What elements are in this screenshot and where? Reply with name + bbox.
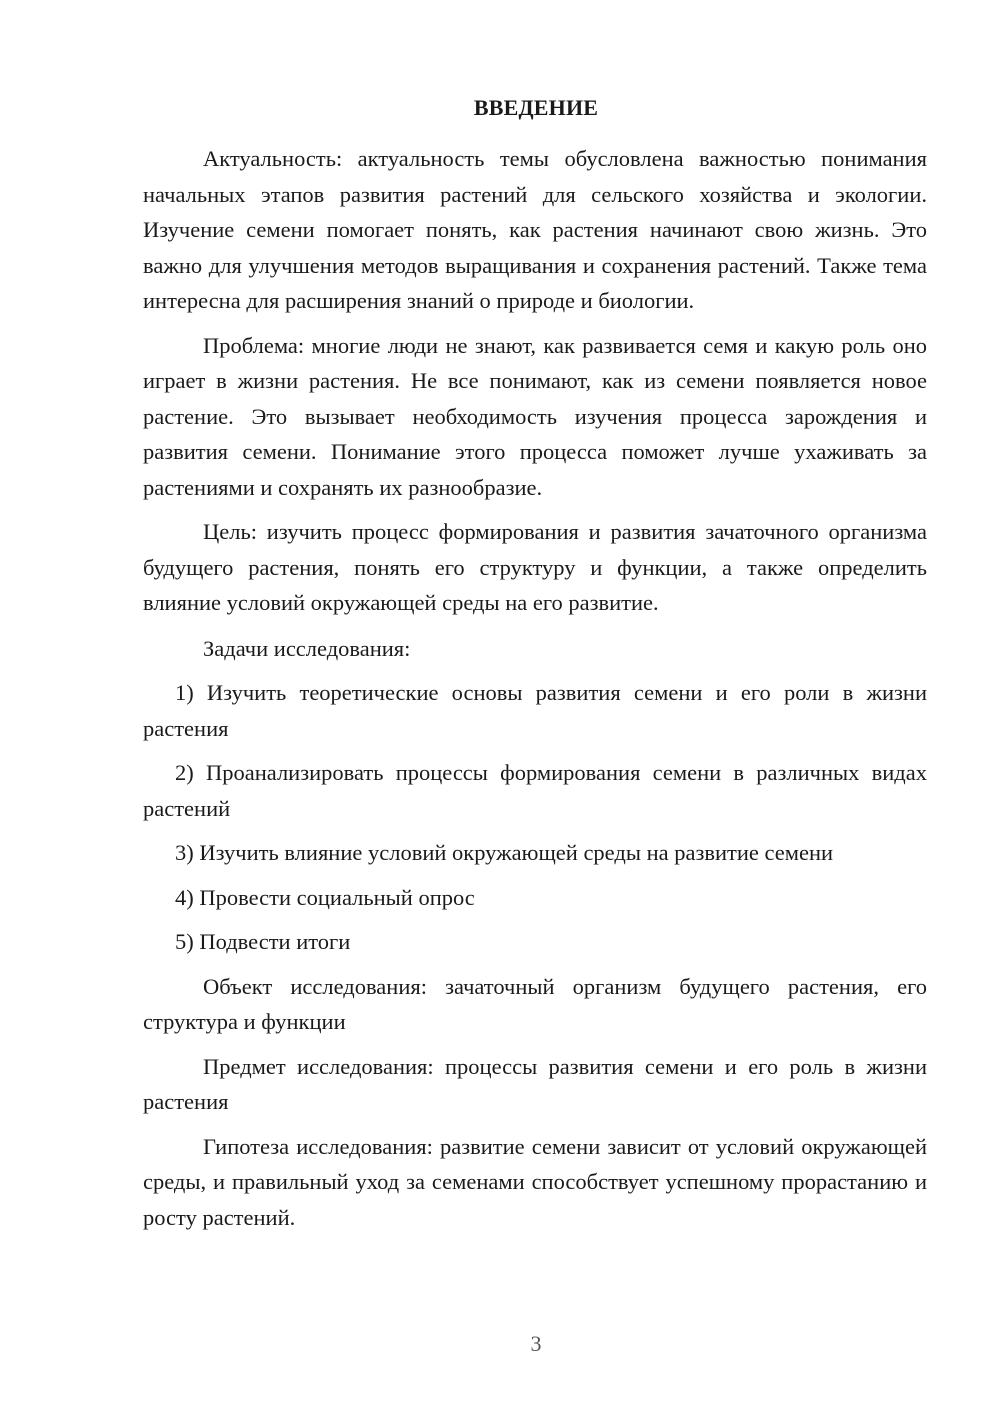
task-item: 1) Изучить теоретические основы развития семени и его роли в жизни растения	[143, 680, 927, 741]
section-heading: ВВЕДЕНИЕ	[473, 95, 599, 120]
goal-paragraph: Цель: изучить процесс формирования и развития зачаточного организма будущего растения, понять его структуру и функции, а также определить влияние условий окружающей среды на его развитие.	[143, 519, 927, 615]
hypothesis-paragraph: Гипотеза исследования: развитие семени зависит от условий окружающей среды, и правильный уход за семенами способствует успешному прорастанию и росту растений.	[143, 1133, 927, 1230]
task-item: 5) Подвести итоги	[175, 929, 351, 954]
subject-paragraph: Предмет исследования: процессы развития семени и его роль в жизни растения	[143, 1053, 927, 1114]
relevance-paragraph: Актуальность: актуальность темы обусловлена важностью понимания начальных этапов развития растений для сельского хозяйства и экологии. Изучение семени помогает понять, как растения начинают свою жизнь. Это важно для улучшения методов выращивания и сохранения растений. Также тема интересна для расширения знаний о природе и биологии.	[143, 146, 927, 313]
task-item: 2) Проанализировать процессы формирования семени в различных видах растений	[143, 760, 927, 821]
task-item: 3) Изучить влияние условий окружающей среды на развитие семени	[175, 840, 834, 865]
page-number: 3	[530, 1331, 542, 1356]
problem-paragraph: Проблема: многие люди не знают, как развивается семя и какую роль оно играет в жизни растения. Не все понимают, как из семени появляется новое растение. Это вызывает необходимость изучения процесса зарождения и развития семени. Понимание этого процесса поможет лучше ухаживать за растениями и сохранять их разнообразие.	[143, 332, 927, 500]
task-item: 4) Провести социальный опрос	[175, 884, 475, 910]
document-body	[143, 141, 927, 1244]
object-paragraph: Объект исследования: зачаточный организм будущего растения, его структура и функции	[143, 973, 927, 1034]
tasks-title: Задачи исследования:	[203, 635, 411, 661]
